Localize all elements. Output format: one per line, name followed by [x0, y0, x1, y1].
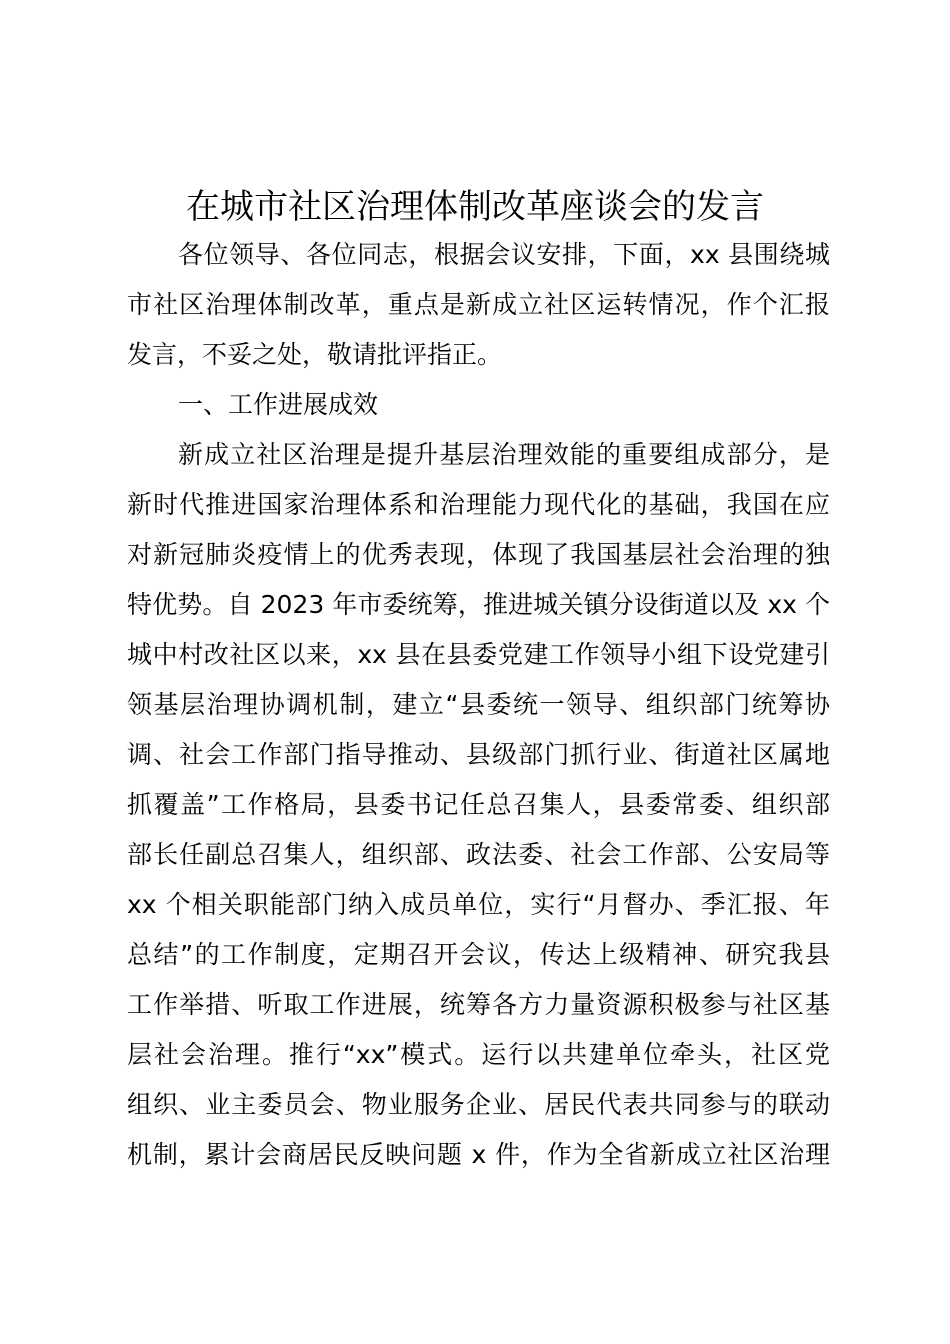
paragraph-line: 新成立社区治理是提升基层治理效能的重要组成部分，是 [178, 440, 830, 469]
paragraph-line: 层社会治理。推行“xx”模式。运行以共建单位牵头，社区党 [127, 1040, 830, 1069]
paragraph-line: xx 个相关职能部门纳入成员单位，实行“月督办、季汇报、年 [127, 890, 830, 919]
paragraph-line: 对新冠肺炎疫情上的优秀表现，体现了我国基层社会治理的独 [127, 540, 830, 569]
paragraph-line: 特优势。自 2023 年市委统筹，推进城关镇分设街道以及 xx 个 [127, 590, 830, 619]
paragraph-line: 工作举措、听取工作进展，统筹各方力量资源积极参与社区基 [127, 990, 830, 1019]
paragraph-line: 调、社会工作部门指导推动、县级部门抓行业、街道社区属地 [127, 740, 830, 769]
paragraph-line: 新时代推进国家治理体系和治理能力现代化的基础，我国在应 [127, 490, 830, 519]
paragraph-line: 机制，累计会商居民反映问题 x 件，作为全省新成立社区治理 [127, 1140, 830, 1169]
paragraph-line: 总结”的工作制度，定期召开会议，传达上级精神、研究我县 [127, 940, 830, 969]
section-heading: 一、工作进展成效 [178, 390, 379, 419]
paragraph-line: 组织、业主委员会、物业服务企业、居民代表共同参与的联动 [127, 1090, 830, 1119]
paragraph-line: 城中村改社区以来，xx 县在县委党建工作领导小组下设党建引 [127, 640, 830, 669]
paragraph-line: 部长任副总召集人，组织部、政法委、社会工作部、公安局等 [127, 840, 830, 869]
paragraph-line: 市社区治理体制改革，重点是新成立社区运转情况，作个汇报 [127, 290, 830, 319]
paragraph-line: 发言，不妥之处，敬请批评指正。 [127, 340, 503, 369]
paragraph-line: 抓覆盖”工作格局，县委书记任总召集人，县委常委、组织部 [127, 790, 830, 819]
paragraph-line: 领基层治理协调机制，建立“县委统一领导、组织部门统筹协 [127, 690, 830, 719]
paragraph-line: 各位领导、各位同志，根据会议安排，下面，xx 县围绕城 [178, 240, 830, 269]
document-title: 在城市社区治理体制改革座谈会的发言 [186, 187, 764, 227]
